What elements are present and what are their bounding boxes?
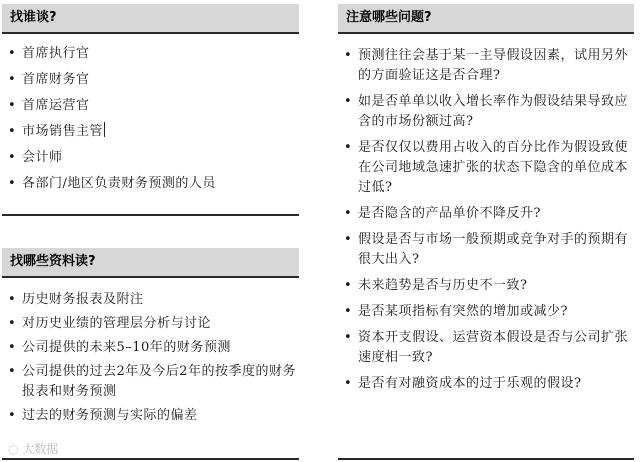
materials-panel (2, 248, 299, 460)
text-cursor (104, 122, 105, 137)
list-item: • 未来趋势是否与历史不一致? (338, 276, 634, 296)
list-item: • 资本开支假设、运营资本假设是否与公司扩张速度相一致? (338, 328, 634, 368)
panel-bottom-rule (338, 458, 634, 460)
list-item: • 预测往往会基于某一主导假设因素，试用另外的方面验证这是否合理? (338, 46, 634, 86)
list-item: • 公司提供的过去2年及今后2年的按季度的财务报表和财务预测 (2, 362, 299, 402)
issues-panel (338, 4, 634, 460)
list-item: • 是否有对融资成本的过于乐观的假设? (338, 374, 634, 394)
list-item: • 对历史业绩的管理层分析与讨论 (2, 314, 299, 334)
who-to-talk-list (2, 44, 299, 200)
list-item: • 是否隐含的产品单价不降反升? (338, 204, 634, 224)
panel-bottom-rule (2, 458, 299, 460)
list-item-text: 市场销售主管 (22, 124, 104, 139)
list-item: • 首席运营官 (2, 96, 299, 116)
list-item: • 首席执行官 (2, 44, 299, 64)
who-to-talk-panel (2, 4, 299, 216)
list-item: • 假设是否与市场一般预期或竞争对手的预期有很大出入? (338, 230, 634, 270)
panel-title: 找谁谈? (2, 4, 299, 34)
list-item: • 历史财务报表及附注 (2, 290, 299, 310)
panel-bottom-rule (2, 214, 299, 216)
list-item (2, 122, 299, 142)
watermark-logo-icon: ◌ (8, 442, 23, 456)
materials-list (2, 290, 299, 430)
watermark (8, 440, 58, 457)
panel-title: 注意哪些问题? (338, 4, 634, 34)
issues-list (338, 46, 634, 400)
panel-title: 找哪些资料读? (2, 248, 299, 278)
list-item: • 是否仅仅以费用占收入的百分比作为假设致使在公司地域急速扩张的状态下隐含的单位成本过低? (338, 138, 634, 198)
list-item: • 是否某项指标有突然的增加或减少? (338, 302, 634, 322)
watermark-text: 大数据 (22, 442, 59, 456)
list-item: • 过去的财务预测与实际的偏差 (2, 406, 299, 426)
list-item: • 会计师 (2, 148, 299, 168)
list-item: • 如是否单单以收入增长率作为假设结果导致应含的市场份额过高? (338, 92, 634, 132)
list-item: • 公司提供的未来5–10年的财务预测 (2, 338, 299, 358)
list-item: • 各部门/地区负责财务预测的人员 (2, 174, 299, 194)
list-item: • 首席财务官 (2, 70, 299, 90)
